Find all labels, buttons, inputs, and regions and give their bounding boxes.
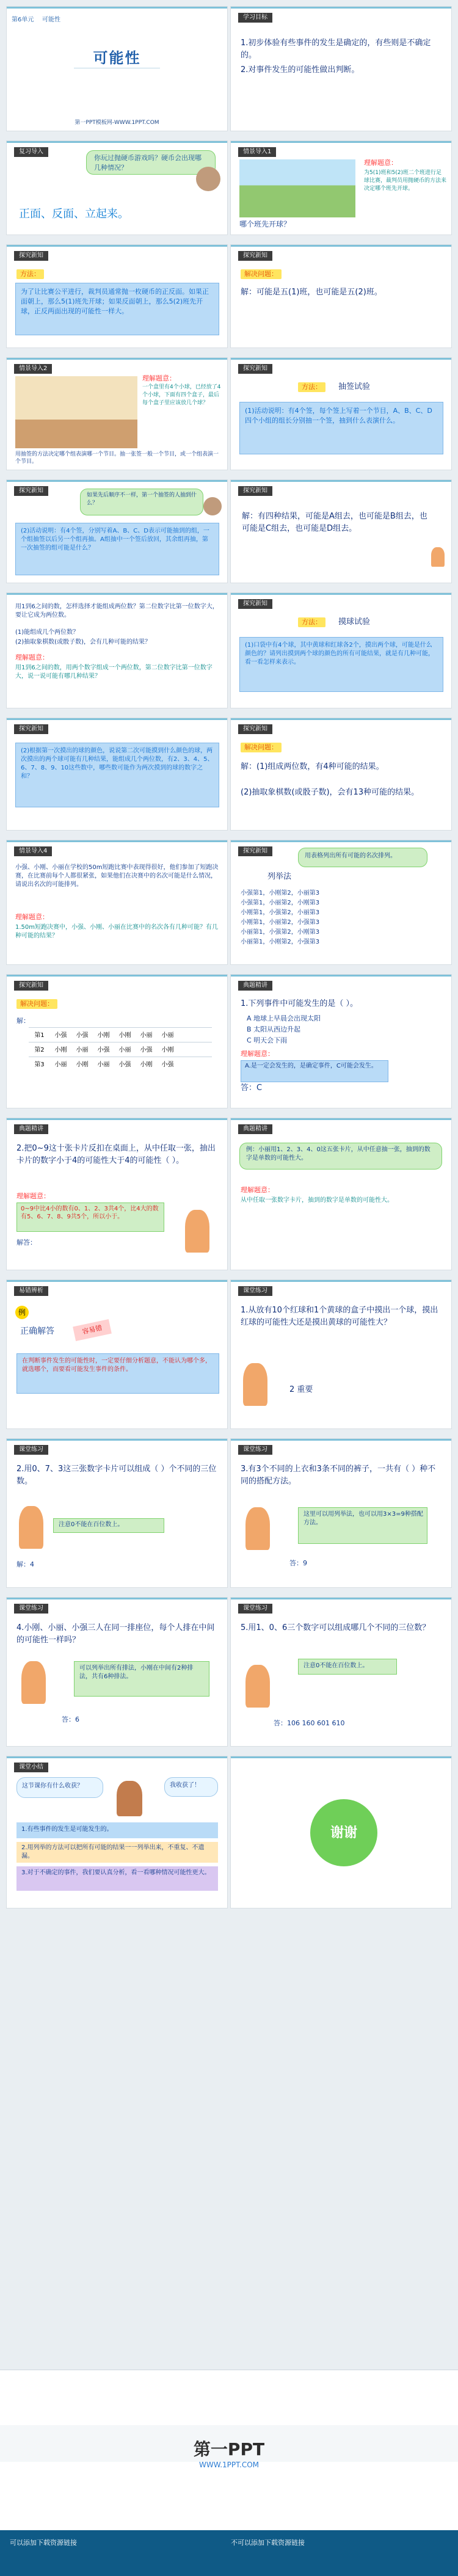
label-title: 理解题意： [15, 653, 49, 661]
intro: 小强、小刚、小丽在学校的50m短跑比赛中表现得很好，他们参加了短跑决赛，在比赛前每个人都很紧张，如果他们在决赛中的名次可能是什么情况，请说出名次的可能排列。 [15, 864, 219, 888]
table-cell: 小刚 [97, 1032, 110, 1039]
section-tag: 易错辨析 [14, 1286, 48, 1296]
method-text: (1)口袋中有4个球，其中黄球和红球各2个，摸出两个球，可能是什么颜色的？请列出摸到两个球的颜色的所有可能结果，就是有几种可能，看一看怎样来表示。 [245, 642, 434, 666]
slide-scene-2 [6, 357, 228, 470]
intro: 用1到6之间的数，怎样选择才能组成两位数？第二位数字比第一位数字大，要让它成为两位数。 [15, 603, 219, 619]
tip-box [53, 1518, 164, 1533]
label-title: 理解题意： [15, 913, 49, 921]
table-cell: 小强 [54, 1032, 67, 1039]
question: 3.有3个不同的上衣和3条不同的裤子，一共有（ ）种不同的搭配方法。 [241, 1464, 436, 1486]
section-tag: 情景导入4 [14, 846, 52, 856]
method-badge: 方法： [16, 269, 44, 279]
label-title: 理解题意： [16, 1192, 50, 1200]
footer-panel [0, 2530, 458, 2576]
teacher-illustration [117, 1781, 142, 1816]
table-cell: 第3 [34, 1061, 45, 1068]
list-item: 小强第1，小丽第2，小刚第3 [241, 900, 320, 906]
list-item: 小刚第1，小强第2，小丽第3 [241, 909, 320, 916]
table-cell: 小丽 [161, 1032, 174, 1039]
slide-explore-6 [230, 840, 452, 965]
question-1: (1)能组成几个两位数？ [15, 629, 79, 636]
note-box [16, 1353, 219, 1394]
speech-bubble [80, 489, 203, 515]
note-text: A.是一定会发生的，是确定事件，C可能会发生。 [245, 1063, 377, 1069]
method-box [15, 283, 219, 335]
label-title: 理解题意： [364, 159, 398, 167]
table-cell: 小刚 [76, 1061, 89, 1068]
note-box [15, 523, 219, 575]
method-box [15, 743, 219, 807]
logo-url[interactable]: WWW.1PPT.COM [198, 2461, 260, 2469]
character-icon [203, 497, 222, 515]
answer: 答：9 [289, 1559, 307, 1567]
section-tag: 探究新知 [14, 981, 48, 991]
label-body: 从中任取一张数字卡片，抽到的数字是单数的可能性大。 [241, 1197, 393, 1204]
girl-illustration [243, 1363, 267, 1406]
note-text: (2)活动说明：有4个签，分别写着A、B、C、D表示可能抽到的组，一个组抽签以后另一个组再抽。A组抽中一个签后放回，其余组再抽，第一次抽签的组可能是什么？ [21, 528, 209, 551]
option-c: C 明天会下雨 [247, 1036, 288, 1044]
table-cell: 第2 [34, 1047, 45, 1053]
method-badge: 方法： [298, 382, 325, 392]
method-badge: 方法： [298, 617, 325, 627]
thanks-text: 谢谢 [330, 1825, 357, 1841]
bottom-banner [0, 2370, 458, 2576]
table-cell: 小丽 [76, 1047, 89, 1053]
answer-2: (2)抽取象棋数(或骰子数)，会有13种可能的结果。 [241, 788, 420, 797]
slide-answer-2 [230, 479, 452, 583]
section-tag: 探究新知 [14, 486, 48, 496]
list-item: 小刚第1，小丽第2，小强第3 [241, 919, 320, 926]
slide-scene-1 [230, 140, 452, 235]
slide-explore-5 [6, 718, 228, 831]
table-cell: 第1 [34, 1032, 45, 1039]
example-badge: 例 [15, 1306, 29, 1319]
table-cell: 小丽 [118, 1047, 131, 1053]
answer-text: 正面、反面、立起来。 [19, 208, 129, 220]
speech-bubble [239, 1143, 442, 1170]
answer-text: 解：有四种结果，可能是A组去，也可能是B组去，也可能是C组去，也可能是D组去。 [242, 512, 427, 533]
method-sub: 摸球试验 [338, 617, 371, 627]
note-box [16, 1202, 164, 1232]
section-tag: 典题精讲 [238, 981, 272, 991]
slide-thanks [230, 1756, 452, 1908]
slide-explore-3 [6, 479, 228, 583]
slide-explore-2 [230, 357, 452, 470]
note: 用抽签的方法决定哪个组表演哪一个节目。抽一张签一般一个节目，或一个组表演一个节目。 [15, 451, 219, 465]
table-cell: 小强 [140, 1047, 153, 1053]
tip-text: 可以列举出所有排法，小刚在中间有2种排法，共有6种排法。 [79, 1665, 194, 1680]
section-tag: 探究新知 [238, 364, 272, 374]
answer-label: 解： [16, 1017, 30, 1025]
slide-scene-4 [6, 840, 228, 965]
section-tag: 典题精讲 [14, 1124, 48, 1134]
method-sub: 抽签试验 [338, 382, 371, 391]
point-3 [16, 1866, 218, 1891]
question: 2.把0~9这十张卡片反扣在桌面上，从中任取一张，抽出卡片的数字小于4的可能性大于4的可能性（ ）。 [16, 1144, 216, 1165]
goal-1: 1.初步体验有些事件的发生是确定的，有些则是不确定的。 [241, 38, 431, 60]
method-text: (2)根据第一次摸出的球的颜色，说说第二次可能摸到什么颜色的球，两次摸出的两个球可能有几种结果，能组成几个两位数，有2、3、4、5、6、7、8、9、10这些数中，哪些数可能作为两次摸到的球的数字之和？ [21, 748, 214, 780]
answer: 答：6 [62, 1716, 79, 1723]
list-item: 小丽第1，小刚第2，小强第3 [241, 939, 320, 945]
solve-badge: 解决问题： [241, 743, 282, 752]
girl-illustration [245, 1507, 270, 1550]
girl-illustration [185, 1210, 209, 1253]
section-tag: 情景导入1 [238, 147, 276, 157]
section-tag: 复习导入 [14, 147, 48, 157]
answer: 解：4 [16, 1560, 34, 1568]
section-tag: 情景导入2 [14, 364, 52, 374]
tip-box [298, 1507, 427, 1544]
answer: 2 重要 [289, 1385, 313, 1394]
label-body: 1.50m短跑决赛中，小强、小刚、小丽在比赛中的名次各有几种可能？有几种可能的结果？ [15, 924, 219, 939]
note-box [241, 1060, 388, 1082]
slide-explore-1 [6, 244, 228, 348]
section-tag: 探究新知 [238, 846, 272, 856]
site-link[interactable]: 第一PPT模板网-WWW.1PPT.COM [75, 120, 159, 126]
answer-text: 解：可能是五(1)班，也可能是五(2)班。 [241, 288, 382, 297]
section-tag: 课堂练习 [238, 1445, 272, 1455]
tip-text: 这里可以用列举法，也可以用3×3=9种搭配方法。 [304, 1511, 423, 1526]
girl-illustration [19, 1506, 43, 1549]
point-text: 2.用列举的方法可以把所有可能的结果一一列举出来，不重复、不遗漏。 [21, 1844, 205, 1860]
slide-title [6, 6, 228, 131]
table-cell: 小刚 [161, 1047, 174, 1053]
section-tag: 探究新知 [238, 599, 272, 609]
girl-illustration [245, 1665, 270, 1708]
slide-practice-5 [230, 1597, 452, 1747]
table-row [29, 1057, 212, 1068]
section-tag: 课堂练习 [14, 1604, 48, 1614]
bubble-text: 这节课你有什么收获？ [22, 1783, 83, 1789]
table-cell: 小强 [76, 1032, 89, 1039]
list-item: 小丽第1，小强第2，小刚第3 [241, 929, 320, 936]
bubble-text: 例：小丽用1、2、3、4、0这五张卡片，从中任意抽一张，抽到的数字是单数的可能性大。 [246, 1146, 431, 1162]
question: 哪个班先开球？ [239, 220, 291, 228]
option-a: A 地球上早晨会出现太阳 [247, 1014, 321, 1022]
goal-2: 2.对事件发生的可能性做出判断。 [241, 65, 360, 75]
section-tag: 探究新知 [238, 251, 272, 261]
slide-solve-3 [6, 974, 228, 1108]
slide-explore-4 [230, 592, 452, 708]
label-title: 理解题意： [241, 1186, 274, 1194]
wrong-stamp: 容易错 [73, 1319, 112, 1341]
answer-1: 解：(1)组成两位数，有4种可能的结果。 [241, 762, 384, 771]
bubble-text: 如果先后顺序不一样，第一个抽签的人抽到什么？ [87, 492, 197, 506]
table-cell: 小强 [97, 1047, 110, 1053]
section-tag: 课堂练习 [238, 1286, 272, 1296]
answer: 答：C [241, 1083, 263, 1093]
method-sub: 列举法 [267, 872, 292, 881]
section-tag: 探究新知 [14, 251, 48, 261]
slide-typical-1 [230, 974, 452, 1108]
section-tag: 课堂小结 [14, 1763, 48, 1772]
option-b: B 太阳从西边升起 [247, 1025, 301, 1033]
table-cell: 小刚 [140, 1061, 153, 1068]
label-title: 理解题意： [142, 374, 176, 382]
left-caption: 可以添加下载资源链接 [10, 2539, 77, 2547]
slide-practice-4 [6, 1597, 228, 1747]
slide-typical-2 [6, 1118, 228, 1270]
section-tag: 课堂练习 [14, 1445, 48, 1455]
question: 2.用0、7、3这三张数字卡片可以组成（ ）个不同的三位数。 [16, 1464, 217, 1486]
slide-practice-1 [230, 1279, 452, 1429]
method-text: 为了让比赛公平进行，裁判员通常抛一枚硬币的正反面。如果正面朝上，那么5(1)班先开球；如果反面朝上，那么5(2)班先开球，正反两面出现的可能性一样大。 [21, 288, 209, 315]
section-tag: 探究新知 [238, 486, 272, 496]
label-body: 用1到6之间的数，用两个数字组成一个两位数，第二位数字比第一位数字大，说一说可能有哪几种结果？ [15, 664, 213, 680]
table-cell: 小刚 [118, 1032, 131, 1039]
list-item: 小强第1，小刚第2，小丽第3 [241, 890, 320, 897]
right-caption: 不可以添加下载资源链接 [231, 2539, 305, 2547]
table-cell: 小刚 [54, 1047, 67, 1053]
section-tag: 课堂练习 [238, 1604, 272, 1614]
tip-box [298, 1659, 397, 1675]
label-body: 为5(1)班和5(2)班二个班进行足球比赛，裁判员用抛硬币的方法来决定哪个班先开球。 [364, 170, 447, 192]
note-text: 在判断事件发生的可能性时，一定要仔细分析题意，不能认为哪个多，就选哪个，而要看可能发生事件的条件。 [22, 1358, 211, 1373]
table-row [29, 1042, 212, 1053]
question: 5.用1、0、6三个数字可以组成哪几个不同的三位数？ [241, 1623, 431, 1632]
character-icon [196, 167, 220, 191]
unit-topic: 可能性 [42, 16, 60, 23]
speech-bubble [298, 848, 427, 867]
girl-illustration [431, 547, 445, 567]
point-2 [16, 1842, 218, 1863]
slide-goals [230, 6, 452, 131]
reply-bubble [164, 1777, 218, 1797]
section-tag: 探究新知 [14, 724, 48, 734]
tip-box [74, 1661, 209, 1697]
table-cell: 小强 [118, 1061, 131, 1068]
section-tag: 典题精讲 [238, 1124, 272, 1134]
method-box [239, 402, 443, 454]
point-text: 1.有些事件的发生是可能发生的。 [21, 1826, 113, 1833]
slide-solve-1 [230, 244, 452, 348]
question-2: (2)抽取象棋数(或骰子数)，会有几种可能的结果？ [15, 639, 151, 646]
label-title: 理解题意： [241, 1050, 274, 1058]
question: 1.从放有10个红球和1个黄球的盒子中摸出一个球，摸出红球的可能性大还是摸出黄球的可能性大？ [241, 1306, 438, 1327]
slide-review [6, 140, 228, 235]
slide-mistakes [6, 1279, 228, 1429]
section-tag: 学习目标 [238, 13, 272, 23]
slide-scene-3 [6, 592, 228, 708]
tip-text: 注意0不能在百位数上。 [304, 1662, 369, 1669]
slide-summary [6, 1756, 228, 1908]
method-box [239, 637, 443, 692]
point-text: 3.对于不确定的事件，我们要认真分析，看一看哪种情况可能性更大。 [21, 1869, 211, 1876]
speech-bubble [16, 1777, 103, 1798]
football-field-illustration [239, 159, 355, 217]
correct-answer: 正确解答 [20, 1326, 54, 1336]
method-text: (1)活动说明：有4个签，每个签上写着一个节目，A、B、C、D四个小组的组长分别抽一个签，抽到什么表演什么。 [245, 407, 432, 424]
point-1 [16, 1822, 218, 1838]
slide-practice-2 [6, 1438, 228, 1588]
bubble-text: 用表格列出所有可能的名次排列。 [305, 853, 396, 859]
slide-solve-2 [230, 718, 452, 831]
girl-illustration [21, 1661, 46, 1704]
logo-text: 第一PPT [193, 2439, 265, 2459]
question: 1.下列事件中可能发生的是（ ）。 [241, 999, 358, 1008]
tip-text: 注意0不能在百位数上。 [59, 1521, 124, 1528]
classroom-illustration [15, 376, 137, 448]
label-body: 一个盒里有4个小球，已经放了4个小球，下面有四个盒子，最后每个盒子里应该放几个球？ [142, 384, 221, 406]
note-text: 0~9中比4小的数有0、1、2、3共4个，比4大的数有5、6、7、8、9共5个，所以小于。 [21, 1206, 159, 1220]
slide-practice-3 [230, 1438, 452, 1588]
unit-label: 第6单元 [12, 16, 34, 23]
table-cell: 小丽 [140, 1032, 153, 1039]
slide-typical-3 [230, 1118, 452, 1270]
table-cell: 小强 [161, 1061, 174, 1068]
question: 4.小刚、小丽、小强三人在同一排座位，每个人排在中间的可能性一样吗？ [16, 1623, 215, 1645]
answer: 答：106 160 601 610 [274, 1719, 345, 1727]
table-cell: 小丽 [97, 1061, 110, 1068]
answer-label: 解答： [16, 1239, 37, 1246]
section-tag: 探究新知 [238, 724, 272, 734]
solve-badge: 解决问题： [241, 269, 282, 279]
reply-text: 我收获了！ [170, 1782, 200, 1789]
table-cell: 小丽 [54, 1061, 67, 1068]
bubble-text: 你玩过抛硬币游戏吗？硬币会出现哪几种情况？ [94, 154, 202, 172]
solve-badge: 解决问题： [16, 999, 57, 1009]
table-row [29, 1027, 212, 1039]
speech-bubble [86, 150, 216, 175]
page-title: 可能性 [93, 49, 141, 67]
